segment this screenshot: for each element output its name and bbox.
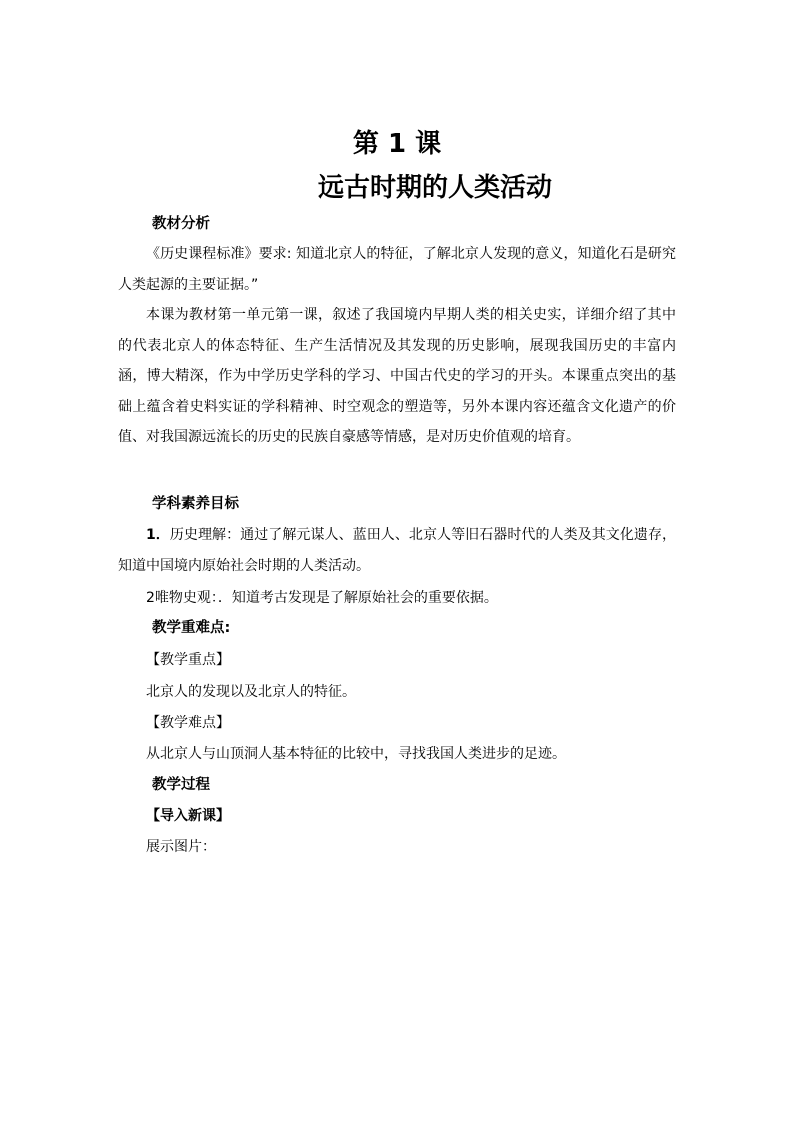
label-introduce-new-lesson: 【导入新课】: [146, 808, 230, 824]
goal-item-1-number: 1．: [146, 527, 170, 543]
label-teaching-focus: 【教学重点】: [146, 652, 230, 668]
lesson-title: 远古时期的人类活动: [317, 173, 552, 203]
text-teaching-difficulty: 从北京人与山顶洞人基本特征的比较中，寻找我国人类进步的足迹。: [146, 746, 566, 762]
lesson-number-title: 第 1 课: [352, 129, 442, 159]
paragraph-curriculum-standard: 《历史课程标准》要求: 知道北京人的特征，了解北京人发现的意义，知道化石是研究人类起源的主要证据。”: [118, 246, 676, 293]
label-teaching-difficulty: 【教学难点】: [146, 715, 230, 731]
goal-item-1: [118, 520, 676, 581]
paragraph-lesson-overview: 本课为教材第一单元第一课，叙述了我国境内早期人类的相关史实，详细介绍了其中的代表北京人的体态特征、生产生活情况及其发现的历史影响，展现我国历史的丰富内涵，博大精深，作为中学历史学科的学习、中国古代史的学习的开头。本课重点突出的基础上蕴含着史料实证的学科精神、时空观念的塑造等，另外本课内容还蕴含文化遗产的价值、对我国源远流长的历史的民族自豪感等情感，是对历史价值观的培育。: [118, 307, 676, 445]
heading-teaching-process: 教学过程: [152, 777, 210, 793]
text-teaching-focus: 北京人的发现以及北京人的特征。: [146, 684, 356, 700]
goal-item-1-text: 历史理解：通过了解元谋人、蓝田人、北京人等旧石器时代的人类及其文化遗存，知道中国境内原始社会时期的人类活动。: [118, 527, 677, 574]
heading-key-difficult-points: 教学重难点:: [152, 620, 231, 636]
text-show-pictures: 展示图片：: [146, 839, 216, 855]
heading-textbook-analysis: 教材分析: [152, 216, 210, 232]
goal-item-2: 2唯物史观：．知道考古发现是了解原始社会的重要依据。: [146, 590, 498, 606]
heading-literacy-goals: 学科素养目标: [152, 496, 239, 512]
